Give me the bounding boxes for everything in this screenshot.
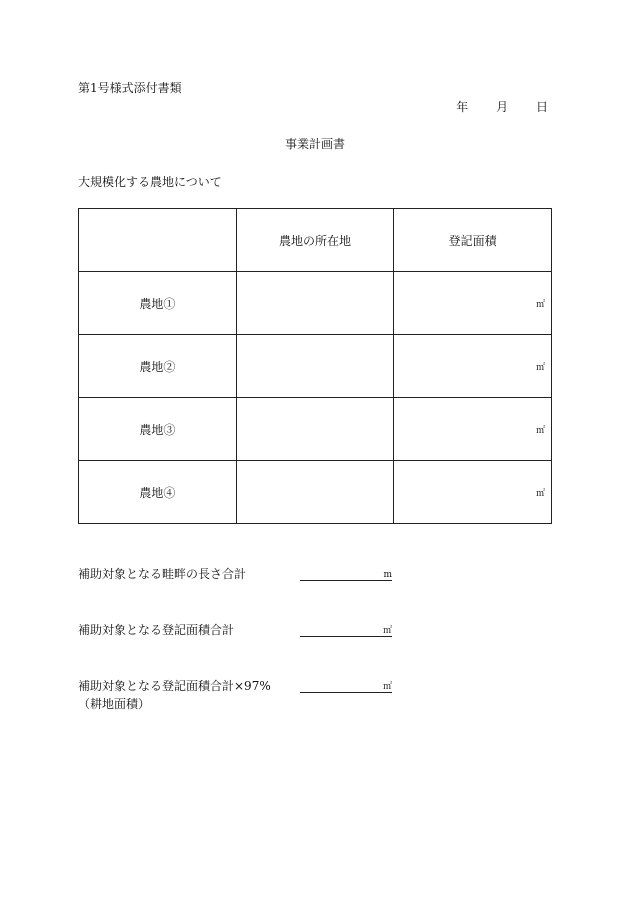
summary-unit: ㎡ bbox=[382, 626, 392, 636]
date-day: 日 bbox=[535, 100, 548, 114]
table-row bbox=[79, 335, 552, 398]
header-location: 農地の所在地 bbox=[236, 209, 394, 272]
location-cell[interactable] bbox=[236, 272, 394, 335]
row-label: 農地① bbox=[79, 272, 237, 335]
date-year: 年 bbox=[456, 100, 469, 114]
area-cell[interactable] bbox=[394, 335, 552, 398]
summary-label: 補助対象となる登記面積合計 bbox=[78, 623, 235, 637]
table-row bbox=[79, 398, 552, 461]
location-cell[interactable] bbox=[236, 398, 394, 461]
summary-unit: m bbox=[383, 570, 392, 580]
area-unit: ㎡ bbox=[535, 489, 545, 499]
form-label: 第1号様式添付書類 bbox=[78, 81, 182, 95]
document-title: 事業計画書 bbox=[284, 137, 345, 151]
summary-label: 補助対象となる畦畔の長さ合計 bbox=[78, 567, 247, 581]
area-unit: ㎡ bbox=[535, 363, 545, 373]
summary-sub-label: （耕地面積） bbox=[78, 697, 151, 711]
summary-field[interactable] bbox=[300, 678, 392, 693]
summary-field[interactable] bbox=[300, 622, 392, 637]
header-blank-cell bbox=[79, 209, 237, 272]
area-cell[interactable] bbox=[394, 461, 552, 524]
row-label: 農地④ bbox=[79, 461, 237, 524]
summary-label: 補助対象となる登記面積合計×97% bbox=[78, 679, 271, 693]
summary-unit: ㎡ bbox=[382, 682, 392, 692]
table-row bbox=[79, 461, 552, 524]
area-cell[interactable] bbox=[394, 272, 552, 335]
area-unit: ㎡ bbox=[535, 300, 545, 310]
section-heading: 大規模化する農地について bbox=[78, 175, 222, 189]
row-label: 農地② bbox=[79, 335, 237, 398]
farmland-table bbox=[78, 208, 552, 524]
row-label: 農地③ bbox=[79, 398, 237, 461]
summary-field[interactable] bbox=[300, 566, 392, 581]
header-area: 登記面積 bbox=[394, 209, 552, 272]
location-cell[interactable] bbox=[236, 335, 394, 398]
date-month: 月 bbox=[496, 100, 509, 114]
area-unit: ㎡ bbox=[535, 426, 545, 436]
date-line bbox=[456, 101, 548, 113]
table-header-row bbox=[79, 209, 552, 272]
location-cell[interactable] bbox=[236, 461, 394, 524]
table-row bbox=[79, 272, 552, 335]
area-cell[interactable] bbox=[394, 398, 552, 461]
